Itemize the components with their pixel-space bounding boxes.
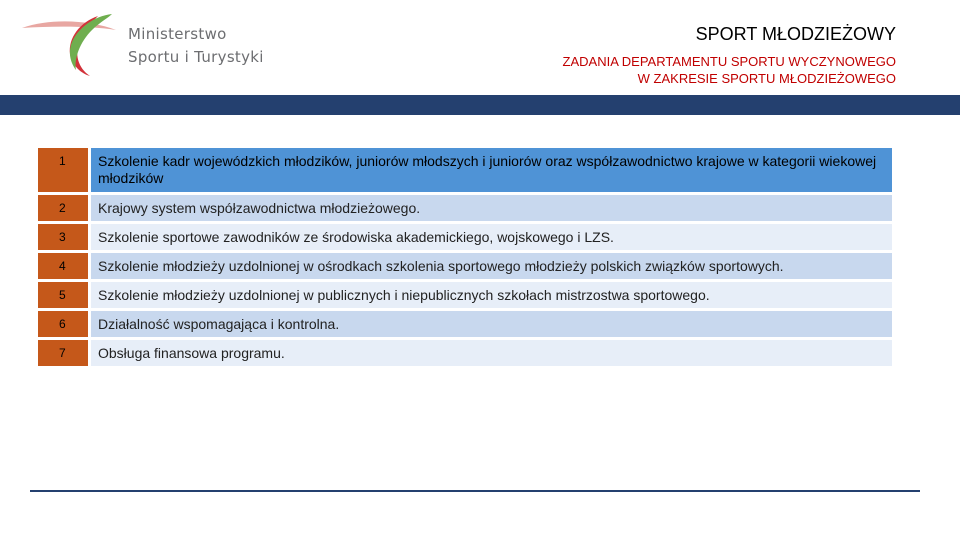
logo-line-1: Ministerstwo xyxy=(128,25,227,43)
row-number: 4 xyxy=(38,253,88,279)
row-number: 7 xyxy=(38,340,88,366)
table-row xyxy=(38,311,892,337)
row-text: Obsługa finansowa programu. xyxy=(91,340,892,366)
table-row xyxy=(38,224,892,250)
table-row xyxy=(38,253,892,279)
subtitle-line-2: W ZAKRESIE SPORTU MŁODZIEŻOWEGO xyxy=(637,71,896,86)
ministry-logo xyxy=(20,10,280,80)
header-band xyxy=(0,95,960,115)
table-row xyxy=(38,340,892,366)
subtitle-line-1: ZADANIA DEPARTAMENTU SPORTU WYCZYNOWEGO xyxy=(562,54,896,69)
row-number: 3 xyxy=(38,224,88,250)
row-number: 6 xyxy=(38,311,88,337)
page-title: SPORT MŁODZIEŻOWY xyxy=(695,24,896,44)
table-row xyxy=(38,195,892,221)
row-number: 1 xyxy=(38,148,88,192)
ministry-logo-mark xyxy=(20,10,120,80)
table-row xyxy=(38,148,892,192)
row-number: 2 xyxy=(38,195,88,221)
logo-text xyxy=(128,23,264,69)
row-text: Szkolenie młodzieży uzdolnionej w publicznych i niepublicznych szkołach mistrzostwa sportowego. xyxy=(91,282,892,308)
row-text: Szkolenie sportowe zawodników ze środowiska akademickiego, wojskowego i LZS. xyxy=(91,224,892,250)
row-text: Szkolenie kadr wojewódzkich młodzików, juniorów młodszych i juniorów oraz współzawodnictwo krajowe w kategorii wiekowej młodzików xyxy=(91,148,892,192)
row-text: Szkolenie młodzieży uzdolnionej w ośrodkach szkolenia sportowego młodzieży polskich związków sportowych. xyxy=(91,253,892,279)
row-text: Krajowy system współzawodnictwa młodzieżowego. xyxy=(91,195,892,221)
page-subtitle xyxy=(563,53,896,87)
row-text: Działalność wspomagająca i kontrolna. xyxy=(91,311,892,337)
logo-line-2: Sportu i Turystyki xyxy=(128,48,264,66)
table-row xyxy=(38,282,892,308)
footer-divider xyxy=(30,490,920,492)
row-number: 5 xyxy=(38,282,88,308)
tasks-table xyxy=(38,148,892,369)
